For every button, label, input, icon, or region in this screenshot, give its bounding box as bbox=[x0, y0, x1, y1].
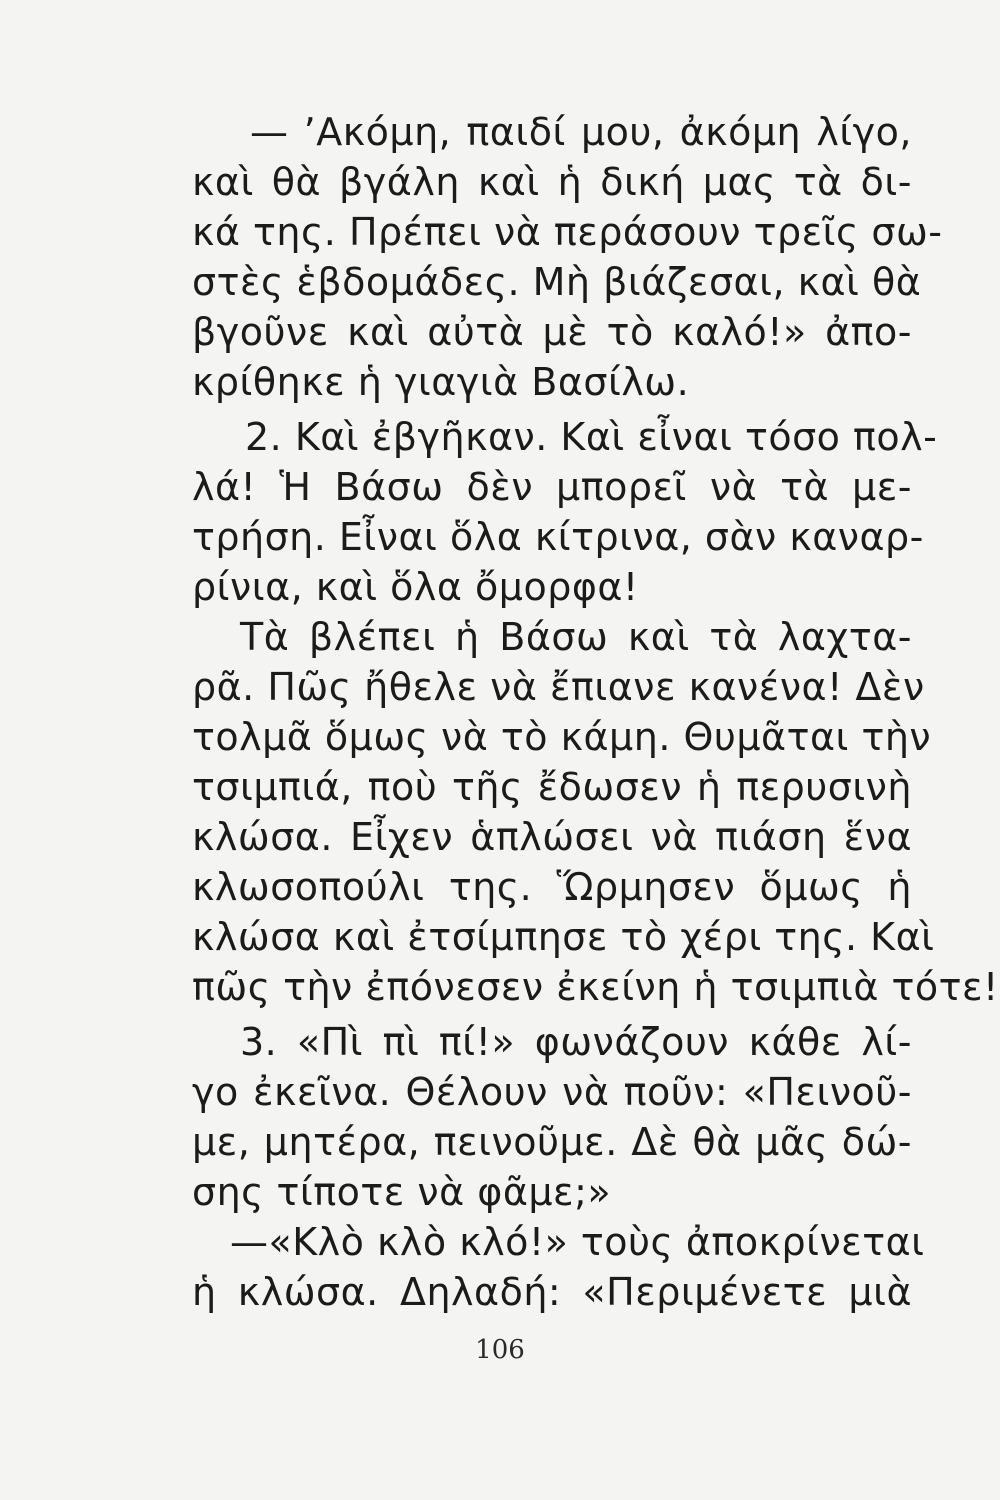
text-line: — ʼΑκόμη, παιδί μου, ἀκόμη λίγο, bbox=[250, 110, 912, 154]
text-line: τσιμπιά, ποὺ τῆς ἔδωσεν ἡ περυσινὴ bbox=[192, 765, 912, 809]
text-line: γο ἐκεῖνα. Θέλουν νὰ ποῦν: «Πεινοῦ- bbox=[192, 1070, 912, 1114]
text-line: με, μητέρα, πεινοῦμε. Δὲ θὰ μᾶς δώ- bbox=[192, 1120, 912, 1164]
text-line: —«Κλὸ κλὸ κλό!» τοὺς ἀποκρίνεται bbox=[230, 1220, 925, 1264]
text-line: 2. Καὶ ἐβγῆκαν. Καὶ εἶναι τόσο πολ- bbox=[245, 415, 938, 459]
text-line: κλώσα. Εἶχεν ἁπλώσει νὰ πιάση ἕνα bbox=[192, 815, 912, 859]
text-line: κλωσοπούλι της. Ὥρμησεν ὅμως ἡ bbox=[192, 865, 912, 909]
text-line: Τὰ βλέπει ἡ Βάσω καὶ τὰ λαχτα- bbox=[240, 615, 912, 659]
page-number: 106 bbox=[475, 1335, 525, 1365]
text-line: λά! Ἡ Βάσω δὲν μπορεῖ νὰ τὰ με- bbox=[192, 465, 912, 509]
text-line: ρᾶ. Πῶς ἤθελε νὰ ἔπιανε κανένα! Δὲν bbox=[192, 665, 925, 709]
text-line: τρήση. Εἶναι ὅλα κίτρινα, σὰν καναρ- bbox=[192, 515, 924, 559]
text-line: πῶς τὴν ἐπόνεσεν ἐκείνη ἡ τσιμπιὰ τότε! bbox=[192, 965, 999, 1009]
text-line: τολμᾶ ὅμως νὰ τὸ κάμη. Θυμᾶται τὴν bbox=[192, 715, 932, 759]
text-line: 3. «Πὶ πὶ πί!» φωνάζουν κάθε λί- bbox=[240, 1020, 912, 1064]
text-line: ρίνια, καὶ ὅλα ὄμορφα! bbox=[192, 565, 639, 609]
text-line: κρίθηκε ἡ γιαγιὰ Βασίλω. bbox=[192, 360, 690, 404]
text-line: ἡ κλώσα. Δηλαδή: «Περιμένετε μιὰ bbox=[192, 1270, 912, 1314]
text-line: καὶ θὰ βγάλη καὶ ἡ δική μας τὰ δι- bbox=[192, 160, 912, 204]
text-line: στὲς ἑβδομάδες. Μὴ βιάζεσαι, καὶ θὰ bbox=[192, 260, 922, 304]
text-line: κά της. Πρέπει νὰ περάσουν τρεῖς σω- bbox=[192, 210, 943, 254]
text-line: κλώσα καὶ ἐτσίμπησε τὸ χέρι της. Καὶ bbox=[192, 915, 935, 959]
text-line: βγοῦνε καὶ αὐτὰ μὲ τὸ καλό!» ἀπο- bbox=[192, 310, 912, 354]
text-line: σης τίποτε νὰ φᾶμε;» bbox=[192, 1170, 612, 1214]
